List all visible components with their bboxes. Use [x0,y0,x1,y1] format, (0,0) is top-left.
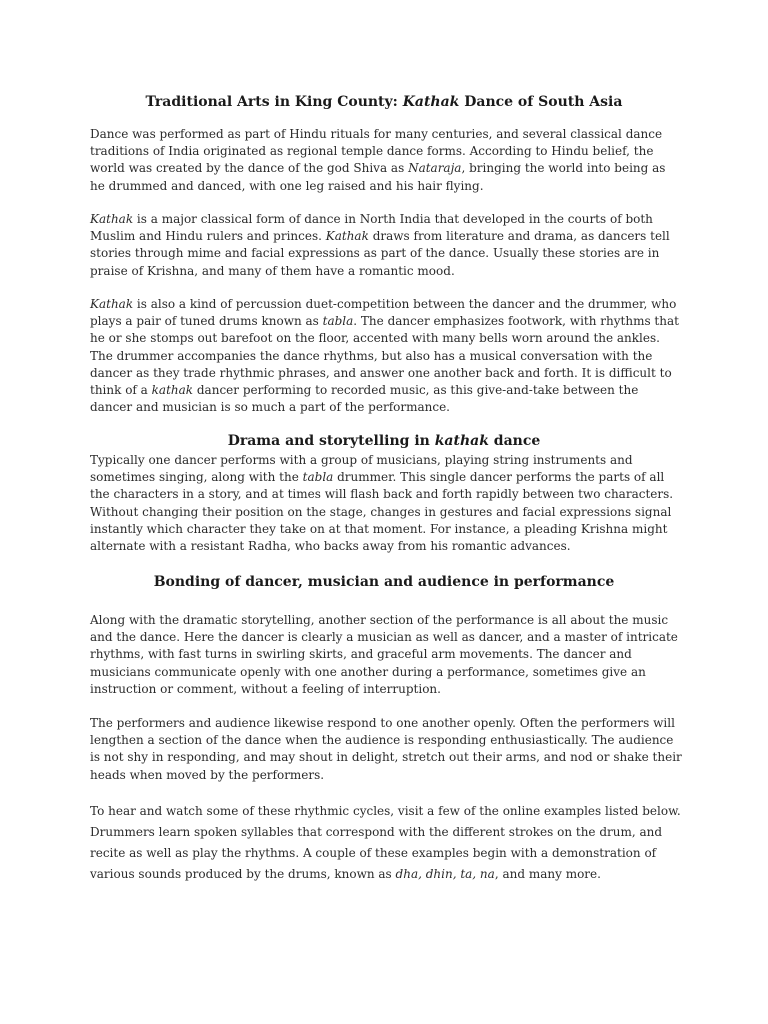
audience-paragraph: The performers and audience likewise respond to one another openly. Often the performers will lengthen a section of the dance when the audience is responding enthusiastically. The audience is not shy in responding, and may shout in delight, stretch out their arms, and nod or shake their heads when moved by the performers. [90,716,682,782]
rhythm-paragraph: To hear and watch some of these rhythmic cycles, visit a few of the online examples listed below. Drummers learn spoken syllables that correspond with the different strokes on the drum, and recite as well as play the rhythms. A couple of these examples begin with a demonstration of various sounds produced by the drums, known as dha, dhin, ta, na, and many more. [90,804,681,881]
intro-paragraph: Dance was performed as part of Hindu rituals for many centuries, and several classical dance traditions of India originated as regional temple dance forms. According to Hindu belief, the world was created by the dance of the god Shiva as Nataraja, bringing the world into being as he drummed and danced, with one leg raised and his hair flying. [90,127,666,193]
bonding-paragraph: Along with the dramatic storytelling, another section of the performance is all about the music and the dance. Here the dancer is clearly a musician as well as dancer, and a master of intricate rhythms, with fast turns in swirling skirts, and graceful arm movements. The dancer and musicians communicate openly with one another during a performance, sometimes give an instruction or comment, without a feeling of interruption. [90,613,678,696]
section-heading-bonding: Bonding of dancer, musician and audience in performance [153,574,615,590]
percussion-paragraph: Kathak is also a kind of percussion duet-competition between the dancer and the drummer, who plays a pair of tuned drums known as tabla. The dancer emphasizes footwork, with rhythms that he or she stomps out barefoot on the floor, accented with many bells worn around the ankles. The drummer accompanies the dance rhythms, but also has a musical conversation with the dancer as they trade rhythmic phrases, and answer one another back and forth. It is difficult to think of a kathak dancer performing to recorded music, as this give-and-take between the dancer and musician is so much a part of the performance. [90,297,679,415]
kathak-paragraph: Kathak is a major classical form of dance in North India that developed in the courts of both Muslim and Hindu rulers and princes. Kathak draws from literature and drama, as dancers tell stories through mime and facial expressions as part of the dance. Usually these stories are in praise of Krishna, and many of them have a romantic mood. [90,212,670,278]
drama-paragraph: Typically one dancer performs with a group of musicians, playing string instruments and sometimes singing, along with the tabla drummer. This single dancer performs the parts of all the characters in a story, and at times will flash back and forth rapidly between two characters. Without changing their position on the stage, changes in gestures and facial expressions signal instantly which character they take on at that moment. For instance, a pleading Krishna might alternate with a resistant Radha, who backs away from his romantic advances. [90,453,674,554]
page-title: Traditional Arts in King County: Kathak Dance of South Asia [145,94,623,110]
section-heading-drama: Drama and storytelling in kathak dance [227,433,541,449]
